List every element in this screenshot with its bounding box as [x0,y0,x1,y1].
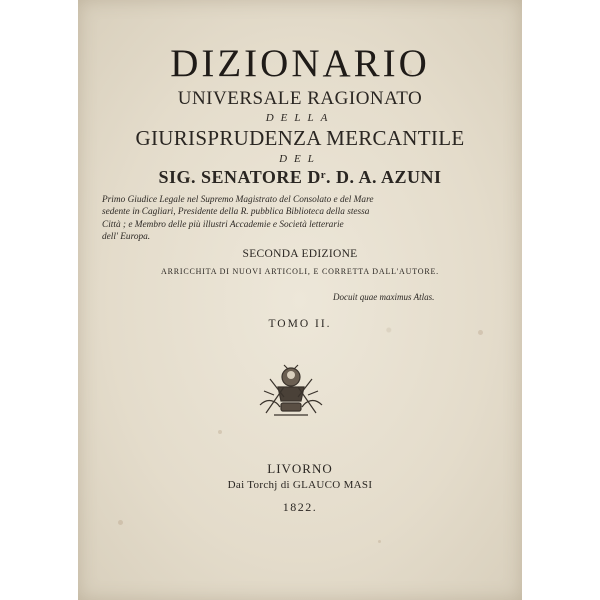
foxing-spot [218,430,222,434]
description-line: Città ; e Membro delle più illustri Accademie e Società letterarie [102,219,344,230]
latin-motto: Docuit quae maximus Atlas. [333,292,435,302]
publication-year: 1822. [282,500,318,514]
printer-emblem-icon [254,357,328,425]
connector-del: DEL [279,153,321,165]
volume-label: TOMO II. [268,318,332,330]
publication-city: LIVORNO [267,461,333,476]
publisher-line: Dai Torchj di GLAUCO MASI [227,479,373,491]
description-line: dell' Europa. [102,231,151,242]
description-line: Primo Giudice Legale nel Supremo Magistrato del Consolato e del Mare [102,195,374,205]
foxing-spot [118,520,123,525]
author-description [102,194,442,243]
subtitle-giurisprudenza: GIURISPRUDENZA MERCANTILE [135,126,465,150]
edition-note: ARRICCHITA DI NUOVI ARTICOLI, E CORRETTA DALL'AUTORE. [161,267,439,276]
main-title: DIZIONARIO [170,42,430,85]
connector-della: DELLA [265,112,335,124]
description-line: sedente in Cagliari, Presidente della R. pubblica Biblioteca della stessa [102,207,370,218]
edition-label: SECONDA EDIZIONE [242,248,358,260]
title-page [78,0,522,600]
author-name: SIG. SENATORE Dʳ. D. A. AZUNI [158,167,442,187]
foxing-spot [378,540,381,543]
subtitle-universale: UNIVERSALE RAGIONATO [177,88,423,109]
